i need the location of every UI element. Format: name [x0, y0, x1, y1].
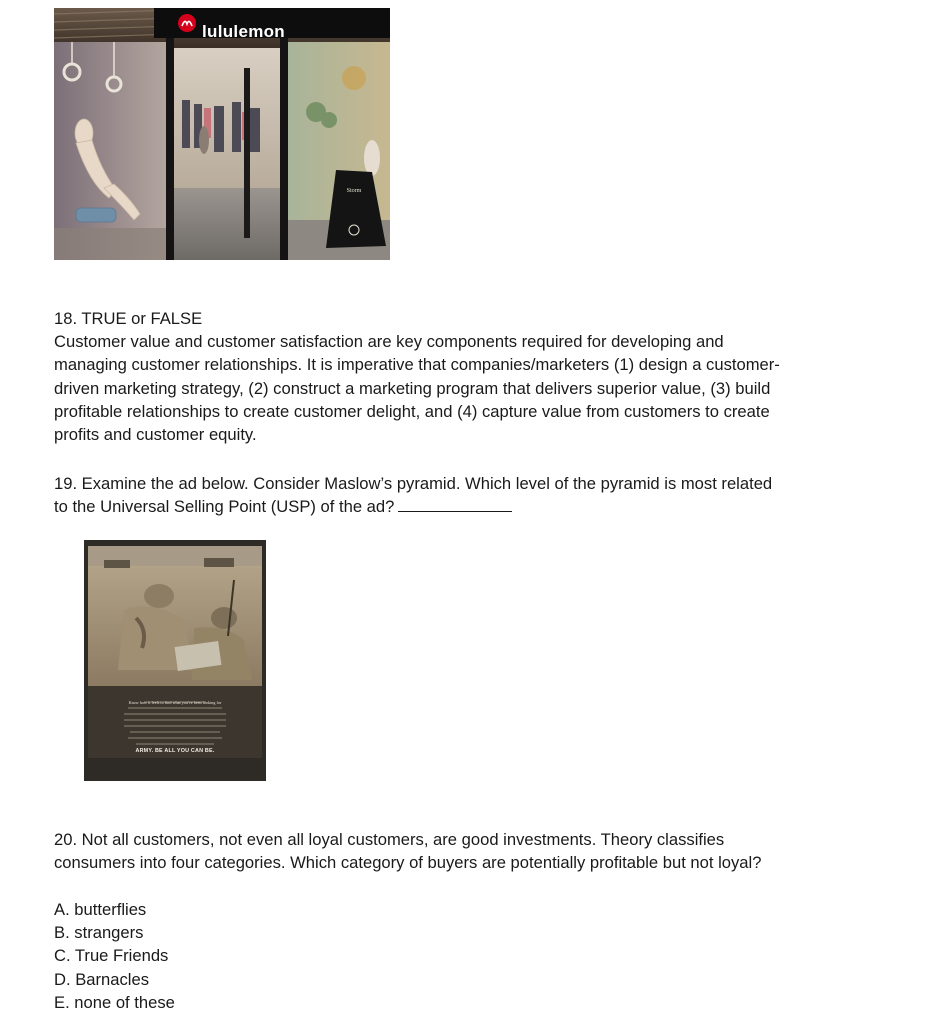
storefront-illustration [54, 8, 390, 260]
question-19-line-1: 19. Examine the ad below. Consider Maslow’s pyramid. Which level of the pyramid is most related [54, 474, 773, 493]
question-19 [54, 472, 914, 518]
question-18-line-3: driven marketing strategy, (2) construct a marketing program that delivers superior value, (3) build [54, 378, 771, 398]
ad-headline-text: Know how it feels to find what you've been looking for [128, 700, 222, 705]
question-20-line-2: consumers into four categories. Which category of buyers are potentially profitable but not loyal? [54, 853, 762, 873]
question-18-title: 18. TRUE or FALSE [54, 309, 203, 328]
answer-blank[interactable] [398, 496, 512, 512]
ad-headline [84, 691, 266, 709]
army-ad-illustration [84, 540, 266, 781]
question-18-line-4: profitable relationships to create customer delight, and (4) capture value from customers to create [54, 401, 770, 421]
ad-slogan: ARMY. BE ALL YOU CAN BE. [135, 748, 215, 754]
question-20 [54, 828, 914, 874]
answer-option-d[interactable]: D. Barnacles [54, 969, 149, 989]
question-18-line-5: profits and customer equity. [54, 425, 257, 445]
question-20-line-1: 20. Not all customers, not even all loyal customers, are good investments. Theory classifies [54, 830, 725, 849]
storefront-photo [54, 8, 390, 260]
answer-option-c[interactable]: C. True Friends [54, 946, 169, 966]
question-19-line-2 [54, 495, 914, 518]
question-18-line-1: Customer value and customer satisfaction are key components required for developing and [54, 332, 724, 352]
answer-options [54, 898, 454, 1014]
answer-option-b[interactable]: B. strangers [54, 923, 144, 943]
question-18-line-2: managing customer relationships. It is imperative that companies/marketers (1) design a customer- [54, 355, 780, 375]
question-19-line-2-text: to the Universal Selling Point (USP) of the ad? [54, 497, 395, 517]
brand-name: lululemon [202, 22, 285, 41]
answer-option-e[interactable]: E. none of these [54, 992, 175, 1012]
question-18 [54, 307, 914, 446]
army-ad-photo [84, 540, 266, 781]
sign-text: Storm [346, 188, 362, 194]
answer-option-a[interactable]: A. butterflies [54, 900, 147, 919]
